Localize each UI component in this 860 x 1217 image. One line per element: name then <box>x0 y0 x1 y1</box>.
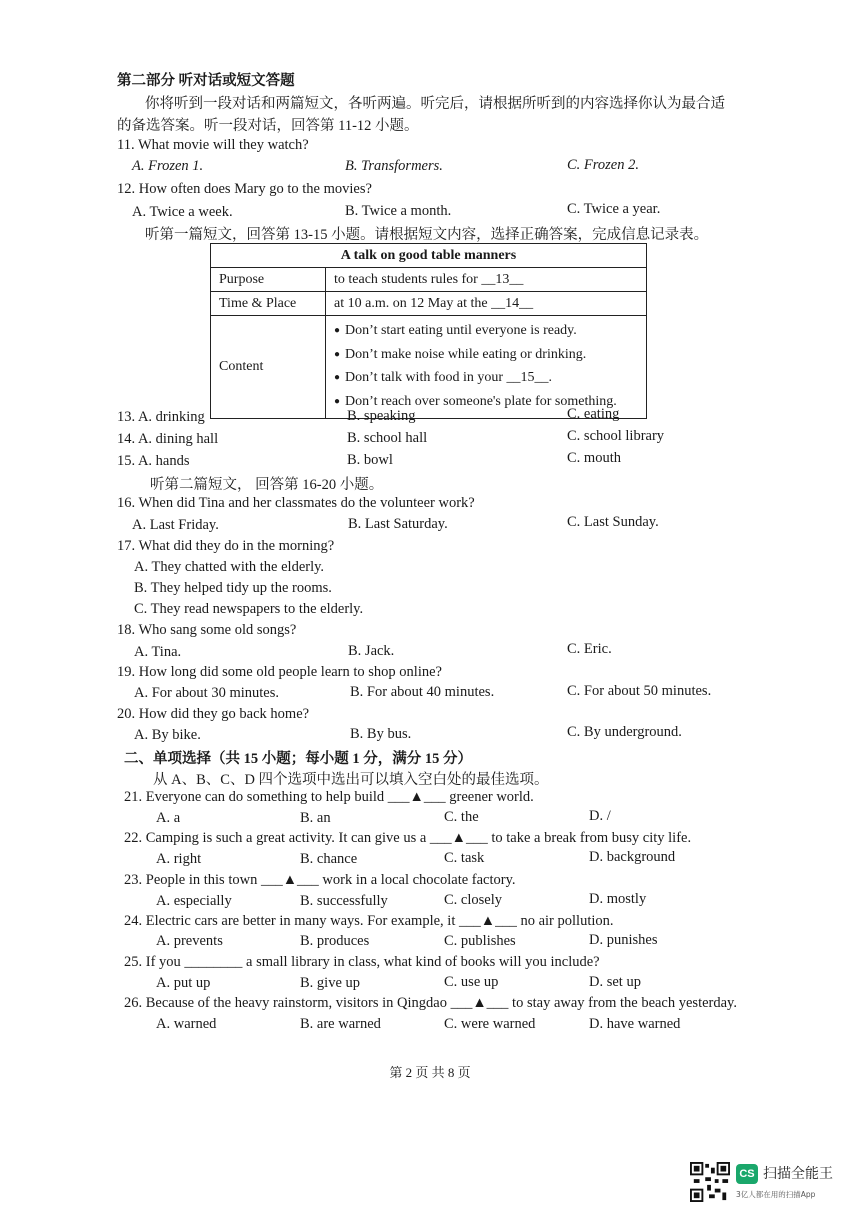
option-c: C. Eric. <box>567 641 612 657</box>
option-c: C. By underground. <box>567 724 682 740</box>
instruction-line: 你将听到一段对话和两篇短文，各听两遍。听完后，请根据所听到的内容选择你认为最合适 <box>145 96 725 112</box>
scanner-logo-icon: CS <box>736 1164 758 1184</box>
question-19: 19. How long did some old people learn to shop online? <box>117 664 442 680</box>
info-table <box>210 243 647 419</box>
question-22: 22. Camping is such a great activity. It can give us a ___▲___ to take a break from busy city life. <box>124 830 692 846</box>
option-a: A. put up <box>156 975 211 991</box>
scanner-app-name: 扫描全能王 <box>763 1166 833 1182</box>
option-d: D. / <box>589 808 611 824</box>
option-a: A. prevents <box>156 933 223 949</box>
question-11: 11. What movie will they watch? <box>117 137 309 153</box>
option-c: C. use up <box>444 974 499 990</box>
option-a: A. especially <box>156 893 232 909</box>
option-c: C. were warned <box>444 1016 536 1032</box>
passage-instruction: 听第一篇短文，回答第 13-15 小题。请根据短文内容，选择正确答案，完成信息记录表。 <box>145 227 709 243</box>
option-a: A. By bike. <box>134 727 201 743</box>
option-d: D. background <box>589 849 676 865</box>
option-d: D. mostly <box>589 891 647 907</box>
option-c: C. the <box>444 809 479 825</box>
option-a: A. Twice a week. <box>132 204 233 220</box>
option-b: B. give up <box>300 975 361 991</box>
page-number: 第 2 页 共 8 页 <box>389 1065 471 1080</box>
passage-instruction: 听第二篇短文， 回答第 16-20 小题。 <box>150 477 384 493</box>
question-12: 12. How often does Mary go to the movies? <box>117 181 372 197</box>
question-21: 21. Everyone can do something to help build ___▲___ greener world. <box>124 789 534 805</box>
option-b: B. They helped tidy up the rooms. <box>134 580 332 596</box>
content-item: ● Don’t make noise while eating or drinking. <box>334 344 638 368</box>
option-a: A. warned <box>156 1016 217 1032</box>
option-b: B. Last Saturday. <box>348 516 448 532</box>
content-item: ● Don’t start eating until everyone is ready. <box>334 320 638 344</box>
question-13: 13. A. drinking <box>117 409 205 425</box>
question-26: 26. Because of the heavy rainstorm, visitors in Qingdao ___▲___ to stay away from the beach yesterday. <box>124 995 737 1011</box>
question-20: 20. How did they go back home? <box>117 706 310 722</box>
question-24: 24. Electric cars are better in many ways. For example, it ___▲___ no air pollution. <box>124 913 614 929</box>
content-item: ● Don’t talk with food in your __15__. <box>334 367 638 391</box>
question-14: 14. A. dining hall <box>117 431 219 447</box>
option-c: C. Frozen 2. <box>567 157 639 173</box>
question-23: 23. People in this town ___▲___ work in a local chocolate factory. <box>124 872 516 888</box>
option-c: C. task <box>444 850 485 866</box>
option-a: A. a <box>156 810 181 826</box>
table-label-purpose: Purpose <box>211 268 326 292</box>
question-18: 18. Who sang some old songs? <box>117 622 297 638</box>
option-d: D. set up <box>589 974 641 990</box>
scanner-watermark <box>690 1162 850 1206</box>
option-b: B. By bus. <box>350 726 412 742</box>
question-15: 15. A. hands <box>117 453 190 469</box>
option-b: B. Twice a month. <box>345 203 452 219</box>
option-b: B. school hall <box>347 430 428 446</box>
option-c: C. Last Sunday. <box>567 514 659 530</box>
option-a: A. right <box>156 851 202 867</box>
option-a: A. They chatted with the elderly. <box>134 559 325 575</box>
option-c: C. For about 50 minutes. <box>567 683 712 699</box>
question-16: 16. When did Tina and her classmates do the volunteer work? <box>117 495 475 511</box>
table-value-purpose: to teach students rules for __13__ <box>326 268 647 292</box>
option-b: B. chance <box>300 851 358 867</box>
option-a: A. Last Friday. <box>132 517 219 533</box>
option-b: B. speaking <box>347 408 416 424</box>
option-c: C. school library <box>567 428 665 444</box>
option-b: B. bowl <box>347 452 393 468</box>
option-c: C. They read newspapers to the elderly. <box>134 601 364 617</box>
option-d: D. punishes <box>589 932 658 948</box>
table-value-time: at 10 a.m. on 12 May at the __14__ <box>326 292 647 316</box>
qr-code-icon <box>690 1162 730 1202</box>
content-item: ● Don’t reach over someone's plate for something. <box>334 391 638 415</box>
section-instruction: 从 A、B、C、D 四个选项中选出可以填入空白处的最佳选项。 <box>153 772 549 788</box>
question-25: 25. If you ________ a small library in class, what kind of books will you include? <box>124 954 600 970</box>
option-b: B. For about 40 minutes. <box>350 684 495 700</box>
option-b: B. produces <box>300 933 370 949</box>
option-a: A. For about 30 minutes. <box>134 685 279 701</box>
option-b: B. are warned <box>300 1016 381 1032</box>
section-title: 二、单项选择（共 15 小题；每小题 1 分，满分 15 分） <box>124 751 472 767</box>
option-b: B. an <box>300 810 331 826</box>
table-label-time: Time & Place <box>211 292 326 316</box>
question-17: 17. What did they do in the morning? <box>117 538 335 554</box>
option-a: A. Frozen 1. <box>132 158 204 174</box>
instruction-line: 的备选答案。听一段对话，回答第 11-12 小题。 <box>117 118 419 134</box>
table-title: A talk on good table manners <box>211 244 647 268</box>
option-b: B. Jack. <box>348 643 395 659</box>
option-c: C. eating <box>567 406 620 422</box>
scanner-tagline: 3亿人都在用的扫描App <box>736 1190 816 1199</box>
table-value-content <box>326 316 647 419</box>
option-b: B. successfully <box>300 893 388 909</box>
table-label-content: Content <box>211 316 326 419</box>
option-c: C. publishes <box>444 933 516 949</box>
section-title: 第二部分 听对话或短文答题 <box>117 73 295 89</box>
option-b: B. Transformers. <box>345 158 443 174</box>
option-c: C. mouth <box>567 450 621 466</box>
option-d: D. have warned <box>589 1016 681 1032</box>
option-c: C. Twice a year. <box>567 201 661 217</box>
option-c: C. closely <box>444 892 502 908</box>
option-a: A. Tina. <box>134 644 182 660</box>
